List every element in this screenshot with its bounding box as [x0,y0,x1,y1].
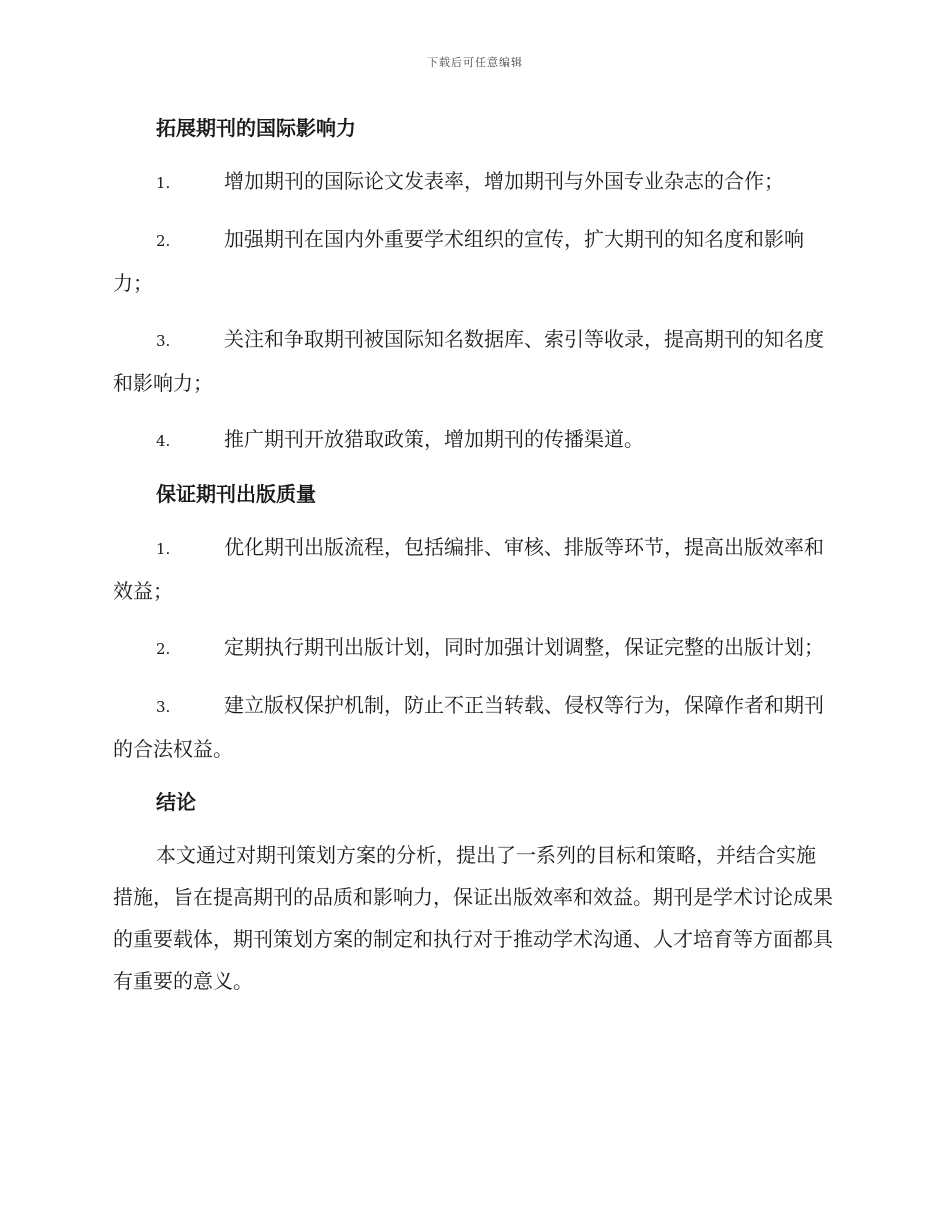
list-item [113,418,833,462]
list-item-text: 定期执行期刊出版计划，同时加强计划调整，保证完整的出版计划； [224,635,824,659]
list-item-number: 1. [156,540,171,558]
list-item-number: 2. [156,232,171,250]
conclusion-paragraph: 本文通过对期刊策划方案的分析，提出了一系列的目标和策略，并结合实施措施，旨在提高期刊的品质和影响力，保证出版效率和效益。期刊是学术讨论成果的重要载体，期刊策划方案的制定和执行对于推动学术沟通、人才培育等方面都具有重要的意义。 [113,843,833,993]
section-heading-intl: 拓展期刊的国际影响力 [156,116,356,140]
page-header-note: 下载后可任意编辑 [427,56,523,69]
list-item-number: 3. [156,332,171,350]
list-item-text: 关注和争取期刊被国际知名数据库、索引等收录，提高期刊的知名度和影响力； [113,327,824,395]
list-item [113,160,833,204]
list-item [113,218,833,304]
list-item-text: 增加期刊的国际论文发表率，增加期刊与外国专业杂志的合作； [224,169,784,193]
list-item-text: 优化期刊出版流程，包括编排、审核、排版等环节，提高出版效率和效益； [113,535,824,603]
list-item [113,526,833,612]
list-item-number: 2. [156,640,171,658]
list-item-text: 推广期刊开放猎取政策，增加期刊的传播渠道。 [224,427,644,451]
section-heading-conclusion: 结论 [156,790,196,814]
list-item-text: 加强期刊在国内外重要学术组织的宣传，扩大期刊的知名度和影响力； [113,227,804,295]
list-item-number: 1. [156,174,171,192]
section-heading-quality: 保证期刊出版质量 [156,482,316,506]
list-item-number: 4. [156,432,171,450]
list-item [113,684,833,770]
document-body [113,108,833,1002]
list-item [113,626,833,670]
list-item-text: 建立版权保护机制，防止不正当转载、侵权等行为，保障作者和期刊的合法权益。 [113,693,824,761]
list-item [113,318,833,404]
list-item-number: 3. [156,698,171,716]
